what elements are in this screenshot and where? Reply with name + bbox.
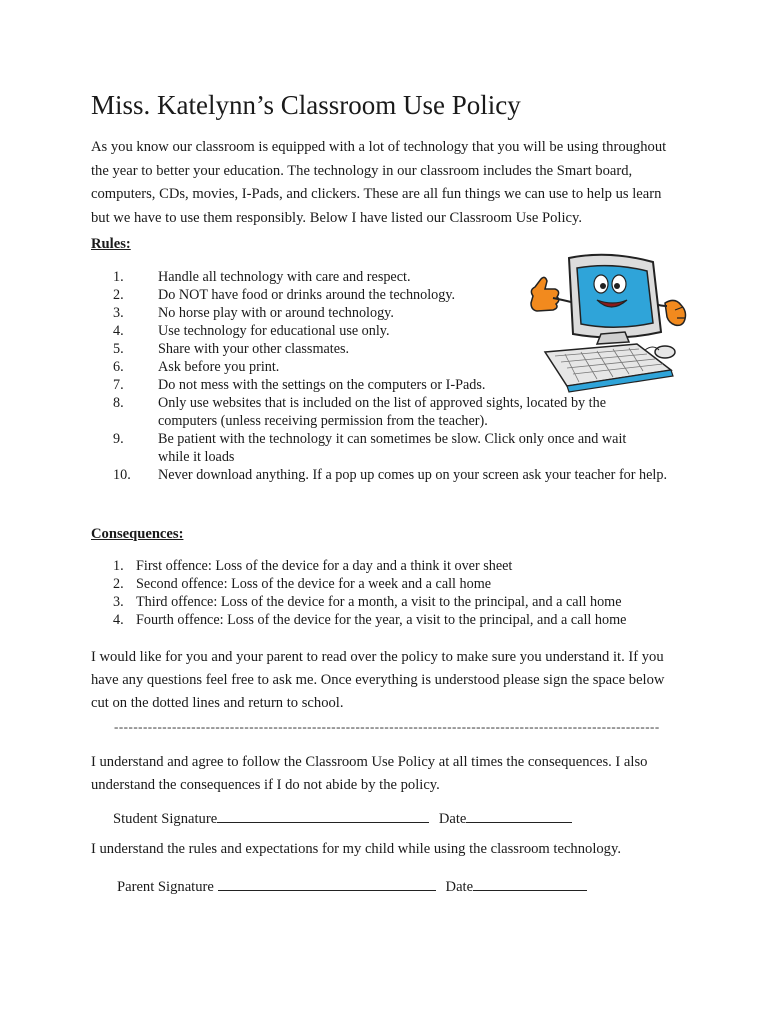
student-agreement: I understand and agree to follow the Classroom Use Policy at all times the consequences. I also understand the consequences if I do not abide by the policy. (91, 754, 648, 793)
list-item: 1. First offence: Loss of the device for a day and a think it over sheet (113, 558, 513, 574)
list-item: 2. Do NOT have food or drinks around the technology. (113, 287, 456, 303)
parent-date-label: Date (445, 879, 474, 895)
intro-paragraph: As you know our classroom is equipped with a lot of technology that you will be using throughout the year to better your education. The technology in our classroom includes the Smart board, computers, CDs, movies, I-Pads, and clickers. These are all fun things we can use to help us learn but we have to use them responsibly. Below I have listed our Classroom Use Policy. (91, 139, 667, 226)
consequences-heading: Consequences: (91, 526, 184, 542)
student-signature-field[interactable] (217, 807, 429, 823)
rules-heading: Rules: (91, 236, 131, 252)
list-item: 3. No horse play with or around technology. (113, 305, 394, 321)
parent-signature-field[interactable] (218, 875, 436, 891)
list-item: 9. Be patient with the technology it can sometimes be slow. Click only once and wait while it loads (113, 431, 627, 465)
computer-mascot-icon (525, 248, 695, 398)
list-item: 6. Ask before you print. (113, 359, 280, 375)
list-item: 8. Only use websites that is included on the list of approved sights, located by the computers (unless receiving permission from the teacher). (113, 395, 607, 429)
page-title: Miss. Katelynn’s Classroom Use Policy (91, 90, 521, 120)
closing-paragraph: I would like for you and your parent to read over the policy to make sure you understand it. If you have any questions feel free to ask me. Once everything is understood please sign the space below cut on the dotted lines and return to school. (91, 649, 665, 711)
list-item: 7. Do not mess with the settings on the computers or I-Pads. (113, 377, 486, 393)
list-item: 5. Share with your other classmates. (113, 341, 350, 357)
list-item: 4. Fourth offence: Loss of the device for the year, a visit to the principal, and a call home (113, 612, 627, 628)
student-date-field[interactable] (466, 807, 572, 823)
student-signature-label: Student Signature (113, 811, 218, 827)
student-date-label: Date (438, 811, 467, 827)
parent-signature-row (117, 875, 587, 896)
list-item: 4. Use technology for educational use only. (113, 323, 390, 339)
list-item: 10. Never download anything. If a pop up comes up on your screen ask your teacher for help. (113, 467, 668, 483)
parent-date-field[interactable] (473, 875, 587, 891)
list-item: 2. Second offence: Loss of the device for a week and a call home (113, 576, 492, 592)
consequences-list (91, 557, 691, 629)
list-item: 1. Handle all technology with care and respect. (113, 269, 411, 285)
parent-signature-label: Parent Signature (117, 879, 214, 895)
cut-line: ----------------------------------------------------------------------------------------------------------------- (114, 719, 660, 734)
list-item: 3. Third offence: Loss of the device for a month, a visit to the principal, and a call home (113, 594, 622, 610)
parent-agreement: I understand the rules and expectations for my child while using the classroom technology. (91, 841, 621, 857)
student-signature-row (113, 807, 572, 828)
